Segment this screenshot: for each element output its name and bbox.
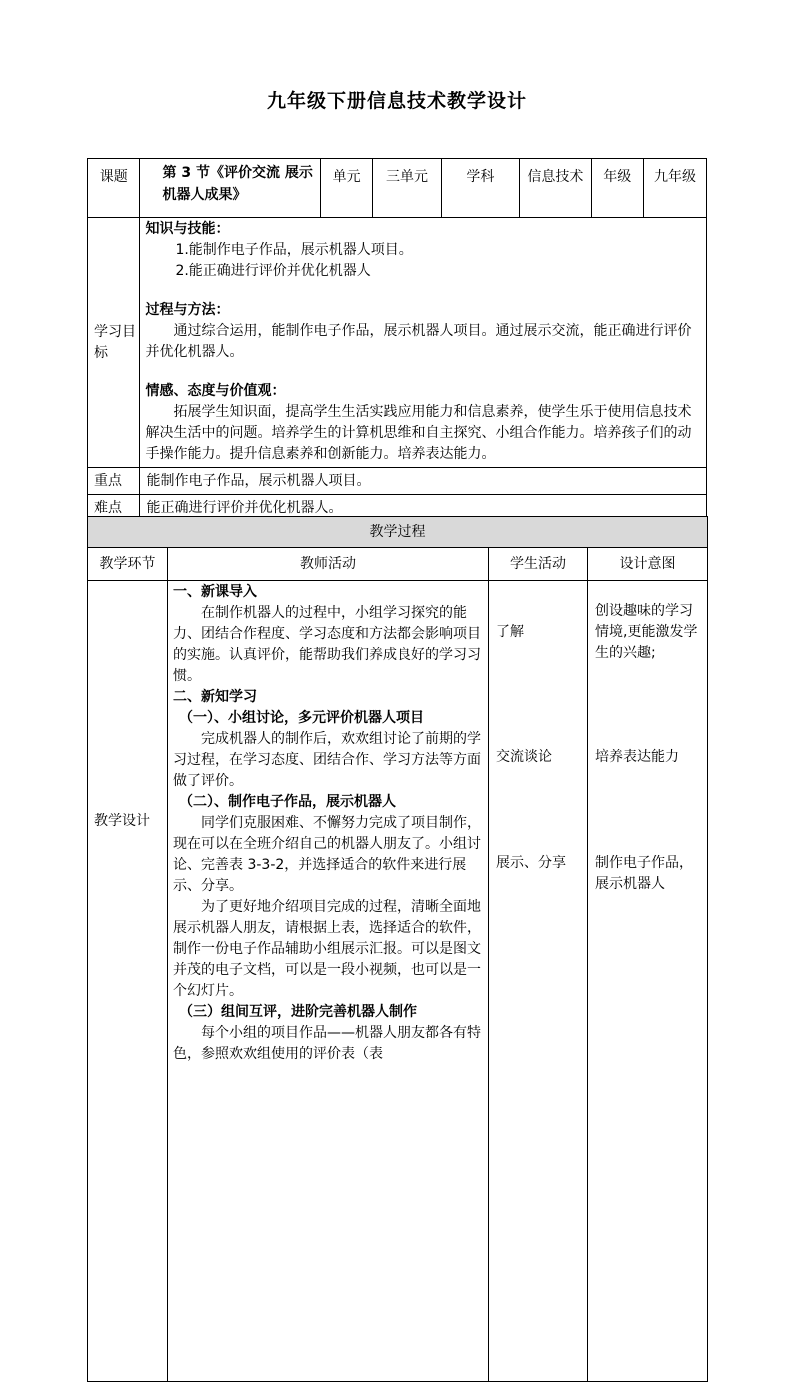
column-header: 设计意图 xyxy=(588,548,708,581)
difficulty-text: 能正确进行评价并优化机器人。 xyxy=(140,495,707,522)
subject-label: 学科 xyxy=(441,159,520,218)
subsection-heading: （一）、小组讨论，多元评价机器人项目 xyxy=(179,710,424,726)
student-activity-item: 了解 xyxy=(496,624,524,640)
student-activity xyxy=(489,581,588,1382)
objectives-content xyxy=(140,218,707,468)
design-intent-item: 创设趣味的学习情境,更能激发学生的兴趣; xyxy=(595,603,698,661)
subsection-heading: （三）组间互评，进阶完善机器人制作 xyxy=(179,1004,417,1020)
unit-value: 三单元 xyxy=(373,159,441,218)
objectives-label: 学习目标 xyxy=(88,218,140,468)
course-label: 课题 xyxy=(88,159,140,218)
emotion-heading: 情感、态度与价值观： xyxy=(145,383,286,399)
column-header: 教学环节 xyxy=(88,548,168,581)
design-intent-item: 培养表达能力 xyxy=(595,749,679,765)
key-point-text: 能制作电子作品，展示机器人项目。 xyxy=(140,468,707,495)
section-heading: 二、新知学习 xyxy=(173,689,257,705)
page-title: 九年级下册信息技术教学设计 xyxy=(266,90,527,112)
grade-value: 九年级 xyxy=(644,159,707,218)
section-text: 完成机器人的制作后，欢欢组讨论了前期的学习过程，在学习态度、团结合作、学习方法等方面做了评价。 xyxy=(173,731,481,789)
unit-label: 单元 xyxy=(320,159,372,218)
design-intent xyxy=(588,581,708,1382)
student-activity-item: 交流谈论 xyxy=(496,749,552,765)
column-header: 学生活动 xyxy=(489,548,588,581)
subsection-heading: （二）、制作电子作品，展示机器人 xyxy=(179,794,396,810)
objectives-row xyxy=(88,218,707,468)
section-text: 为了更好地介绍项目完成的过程，清晰全面地展示机器人朋友，请根据上表，选择适合的软件，制作一份电子作品辅助小组展示汇报。可以是图文并茂的电子文档，可以是一段小视频，也可以是一个幻灯片。 xyxy=(173,899,481,999)
emotion-text: 拓展学生知识面，提高学生生活实践应用能力和信息素养，使学生乐于使用信息技术解决生活中的问题。培养学生的计算机思维和自主探究、小组合作能力。培养孩子们的动手操作能力。提升信息素养和创新能力。培养表达能力。 xyxy=(145,404,692,462)
student-activity-item: 展示、分享 xyxy=(496,855,566,871)
process-heading: 过程与方法： xyxy=(145,302,230,318)
section-text: 同学们克服困难、不懈努力完成了项目制作，现在可以在全班介绍自己的机器人朋友了。小组讨论、完善表 3-3-2，并选择适合的软件来进行展示、分享。 xyxy=(173,815,481,894)
section-heading: 一、新课导入 xyxy=(173,584,257,600)
key-point-row xyxy=(88,468,707,495)
knowledge-item: 2.能正确进行评价并优化机器人 xyxy=(175,263,371,279)
section-text: 在制作机器人的过程中，小组学习探究的能力、团结合作程度、学习态度和方法都会影响项目的实施。认真评价，能帮助我们养成良好的学习习惯。 xyxy=(173,605,481,684)
stage-label: 教学设计 xyxy=(88,581,168,1382)
process-title: 教学过程 xyxy=(88,517,708,548)
knowledge-item: 1.能制作电子作品，展示机器人项目。 xyxy=(175,242,413,258)
subject-value: 信息技术 xyxy=(520,159,591,218)
design-intent-item: 制作电子作品，展示机器人 xyxy=(595,855,693,892)
lesson-title: 第 3 节《评价交流 展示机器人成果》 xyxy=(140,159,320,218)
teaching-design-row xyxy=(88,581,708,1382)
key-point-label: 重点 xyxy=(88,468,140,495)
lesson-info-table xyxy=(87,158,707,522)
section-text: 每个小组的项目作品——机器人朋友都各有特色，参照欢欢组使用的评价表（表 xyxy=(173,1025,481,1062)
difficulty-label: 难点 xyxy=(88,495,140,522)
header-row xyxy=(88,159,707,218)
teaching-process-table xyxy=(87,516,708,1382)
grade-label: 年级 xyxy=(591,159,643,218)
column-header-row xyxy=(88,548,708,581)
process-title-row xyxy=(88,517,708,548)
column-header: 教师活动 xyxy=(168,548,489,581)
process-text: 通过综合运用，能制作电子作品，展示机器人项目。通过展示交流，能正确进行评价并优化机器人。 xyxy=(145,323,692,360)
teacher-activity xyxy=(168,581,489,1382)
knowledge-heading: 知识与技能： xyxy=(145,221,230,237)
